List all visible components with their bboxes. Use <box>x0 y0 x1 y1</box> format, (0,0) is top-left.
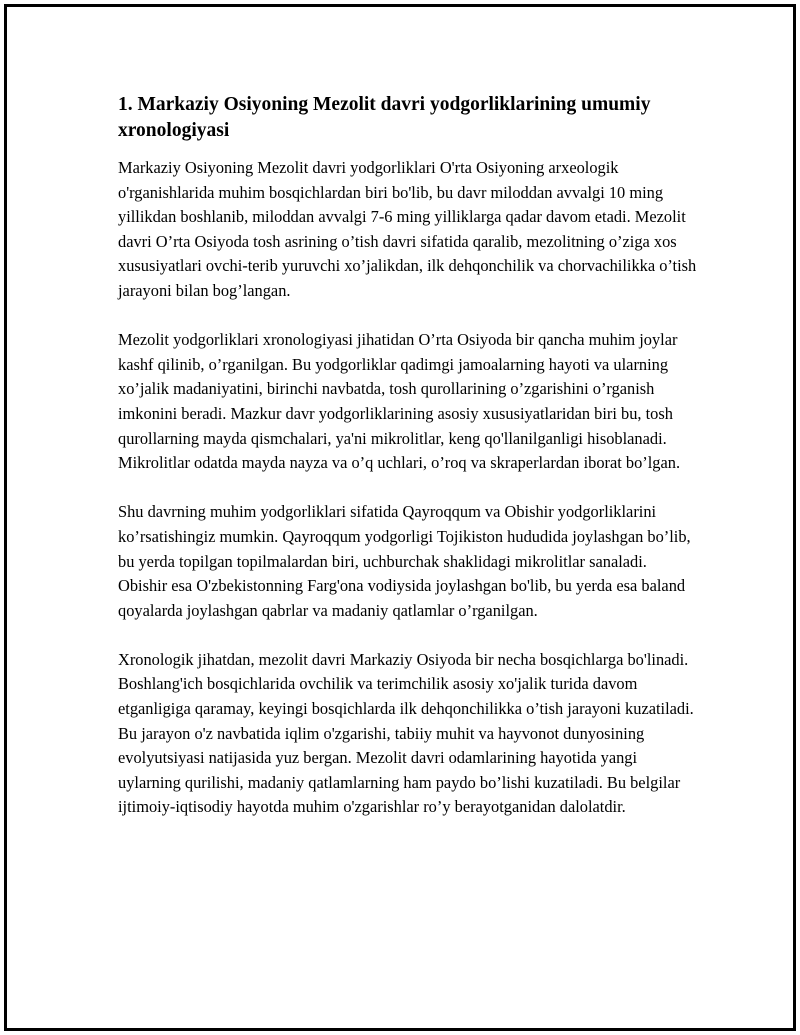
paragraph-3: Shu davrning muhim yodgorliklari sifatida Qayroqqum va Obishir yodgorliklarini ko’rsatishingiz mumkin. Qayroqqum yodgorligi Tojikiston hududida joylashgan bo’lib, bu yerda topilgan topilmalardan biri, uchburchak shaklidagi mikrolitlar sanaladi. Obishir esa O'zbekistonning Farg'ona vodiysida joylashgan bo'lib, bu yerda esa baland qoyalarda joylashgan qabrlar va madaniy qatlamlar o’rganilgan. <box>118 502 691 620</box>
section-heading: 1. Markaziy Osiyoning Mezolit davri yodgorliklarining umumiy xronologiyasi <box>118 94 651 141</box>
document-body <box>118 92 698 845</box>
paragraph-2: Mezolit yodgorliklari xronologiyasi jihatidan O’rta Osiyoda bir qancha muhim joylar kashf qilinib, o’rganilgan. Bu yodgorliklar qadimgi jamoalarning hayoti va ularning xo’jalik madaniyatini, birinchi navbatda, tosh qurollarining o’zgarishini o’rganish imkonini beradi. Mazkur davr yodgorliklarining asosiy xususiyatlaridan biri bu, tosh qurollarning mayda qismchalari, ya'ni mikrolitlar, keng qo'llanilganligi hisoblanadi. Mikrolitlar odatda mayda nayza va o’q uchlari, o’roq va skraperlardan iborat bo’lgan. <box>118 330 681 473</box>
paragraph-4: Xronologik jihatdan, mezolit davri Markaziy Osiyoda bir necha bosqichlarga bo'linadi. Boshlang'ich bosqichlarida ovchilik va terimchilik asosiy xo'jalik turida davom etganligiga qaramay, keyingi bosqichlarda ilk dehqonchilikka o’tish jarayoni kuzatiladi. Bu jarayon o'z navbatida iqlim o'zgarishi, tabiiy muhit va hayvonot dunyosining evolyutsiyasi natijasida yuz bergan. Mezolit davri odamlarining hayotida yangi uylarning qurilishi, madaniy qatlamlarning ham paydo bo’lishi kuzatiladi. Bu belgilar ijtimoiy-iqtisodiy hayotda muhim o'zgarishlar ro’y berayotganidan dalolatdir. <box>118 649 694 817</box>
paragraph-1: Markaziy Osiyoning Mezolit davri yodgorliklari O'rta Osiyoning arxeologik o'rganishlarida muhim bosqichlardan biri bo'lib, bu davr miloddan avvalgi 10 ming yillikdan boshlanib, miloddan avvalgi 7-6 ming yilliklarga qadar davom etadi. Mezolit davri O’rta Osiyoda tosh asrining o’tish davri sifatida qaralib, mezolitning o’ziga xos xususiyatlari ovchi-terib yuruvchi xo’jalikdan, ilk dehqonchilik va chorvachilikka o’tish jarayoni bilan bog’langan. <box>118 158 697 300</box>
